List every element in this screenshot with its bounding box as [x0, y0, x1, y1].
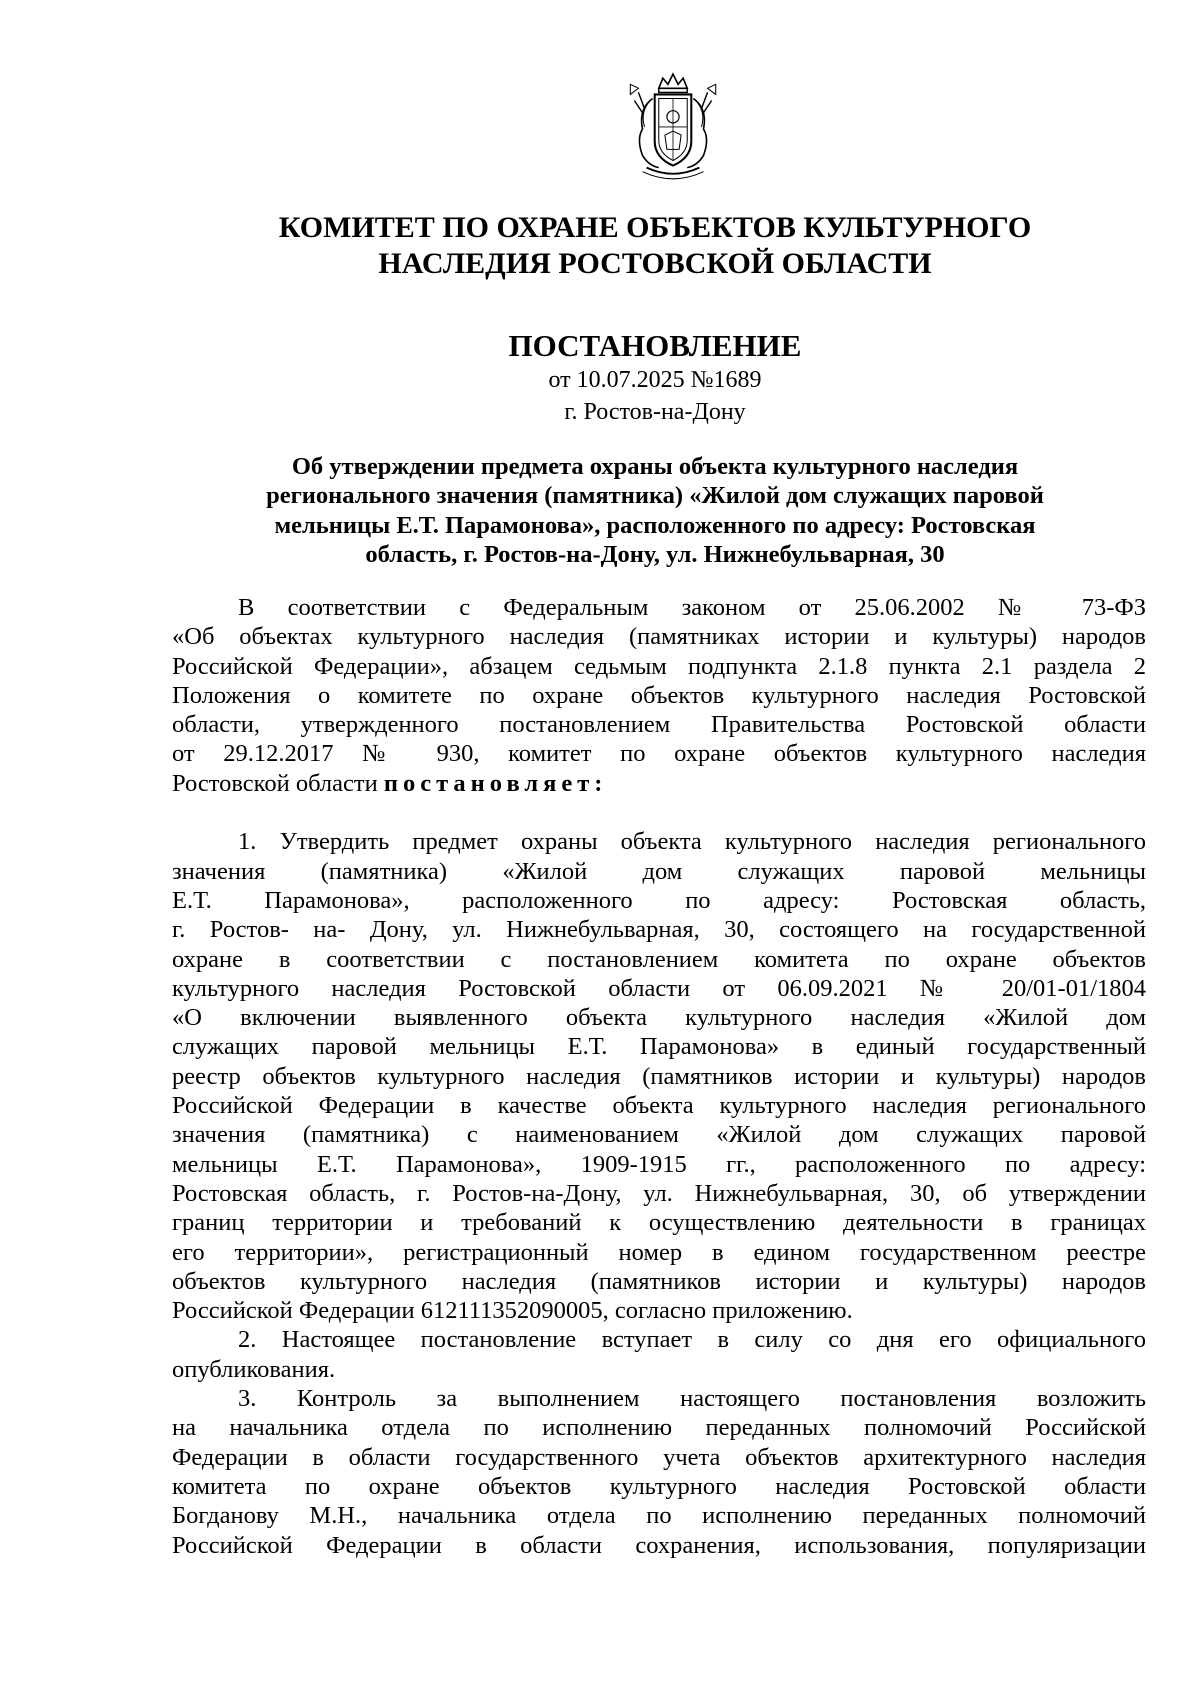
text-line: «О включении выявленного объекта культурного наследия «Жилой дом [172, 1004, 1146, 1032]
subject-line: регионального значения (памятника) «Жилой дом служащих паровой [266, 482, 1044, 510]
text-line: Российской Федерации в области сохранения, использования, популяризации [172, 1531, 1146, 1559]
text-line: значения (памятника) «Жилой дом служащих паровой мельницы [172, 857, 1146, 885]
text-line: области, утвержденного постановлением Правительства Ростовской области [172, 711, 1146, 739]
document-subject [160, 452, 1150, 569]
text-line: г. Ростов- на- Дону, ул. Нижнебульварная, 30, состоящего на государственной [172, 916, 1146, 944]
text-line: Ростовская область, г. Ростов-на-Дону, ул. Нижнебульварная, 30, об утверждении [172, 1179, 1146, 1207]
text-line: культурного наследия Ростовской области от 06.09.2021 № 20/01-01/1804 [172, 974, 1146, 1002]
text-line: границ территории и требований к осуществлению деятельности в границах [172, 1209, 1146, 1237]
text-line: опубликования. [172, 1355, 336, 1383]
text-line: Российской Федерации в качестве объекта культурного наследия регионального [172, 1092, 1146, 1120]
text-line: Российской Федерации 612111352090005, согласно приложению. [172, 1297, 853, 1325]
text-line: от 29.12.2017 № 930, комитет по охране объектов культурного наследия [172, 740, 1146, 768]
text-line: комитета по охране объектов культурного наследия Ростовской области [172, 1472, 1146, 1500]
document-type: ПОСТАНОВЛЕНИЕ [508, 328, 802, 363]
text-line: его территории», регистрационный номер в едином государственном реестре [172, 1238, 1146, 1266]
text-line: на начальника отдела по исполнению переданных полномочий Российской [172, 1414, 1146, 1442]
text-line: объектов культурного наследия (памятников истории и культуры) народов [172, 1267, 1146, 1295]
organization-title-line: НАСЛЕДИЯ РОСТОВСКОЙ ОБЛАСТИ [378, 247, 932, 280]
text-line: значения (памятника) с наименованием «Жилой дом служащих паровой [172, 1121, 1146, 1149]
item-2-paragraph [172, 1325, 1146, 1384]
text-line: реестр объектов культурного наследия (памятников истории и культуры) народов [172, 1062, 1146, 1090]
text-line: мельницы Е.Т. Парамонова», 1909-1915 гг., расположенного по адресу: [172, 1150, 1146, 1178]
text-line: Положения о комитете по охране объектов культурного наследия Ростовской [172, 681, 1146, 709]
organization-title-line: КОМИТЕТ ПО ОХРАНЕ ОБЪЕКТОВ КУЛЬТУРНОГО [278, 211, 1032, 244]
document-city: г. Ростов-на-Дону [564, 399, 746, 425]
text-line: 2. Настоящее постановление вступает в силу со дня его официального [238, 1326, 1146, 1354]
text-line: служащих паровой мельницы Е.Т. Парамонова» в единый государственный [172, 1033, 1146, 1061]
text-line: В соответствии с Федеральным законом от 25.06.2002 № 73-ФЗ [238, 594, 1146, 621]
text-line: 1. Утвердить предмет охраны объекта культурного наследия регионального [238, 828, 1146, 856]
subject-line: Об утверждении предмета охраны объекта культурного наследия [291, 453, 1019, 480]
text-line: «Об объектах культурного наследия (памятниках истории и культуры) народов [172, 623, 1146, 651]
decree-word: постановляет: [383, 769, 608, 797]
document-date-number: от 10.07.2025 №1689 [548, 367, 762, 393]
text-line: Богданову М.Н., начальника отдела по исполнению переданных полномочий [172, 1502, 1146, 1530]
text-line: Российской Федерации», абзацем седьмым подпункта 2.1.8 пункта 2.1 раздела 2 [172, 652, 1146, 680]
subject-line: область, г. Ростов-на-Дону, ул. Нижнебульварная, 30 [365, 540, 945, 568]
subject-line: мельницы Е.Т. Парамонова», расположенного по адресу: Ростовская [274, 511, 1036, 539]
paragraph-gap [172, 798, 1146, 827]
text-line: охране в соответствии с постановлением комитета по охране объектов [172, 945, 1146, 973]
document-body [172, 593, 1146, 1560]
item-3-paragraph [172, 1384, 1146, 1560]
text-line [172, 769, 1146, 798]
text-line: 3. Контроль за выполнением настоящего постановления возложить [238, 1385, 1146, 1413]
text-line-prefix: Ростовской области [172, 769, 384, 797]
preamble-paragraph [172, 593, 1146, 798]
text-line: Федерации в области государственного учета объектов архитектурного наследия [172, 1443, 1146, 1471]
organization-title [160, 210, 1150, 282]
text-line: Е.Т. Парамонова», расположенного по адресу: Ростовская область, [172, 886, 1146, 914]
item-1-paragraph [172, 827, 1146, 1325]
coat-of-arms-icon [612, 68, 734, 190]
document-meta [160, 364, 1150, 428]
